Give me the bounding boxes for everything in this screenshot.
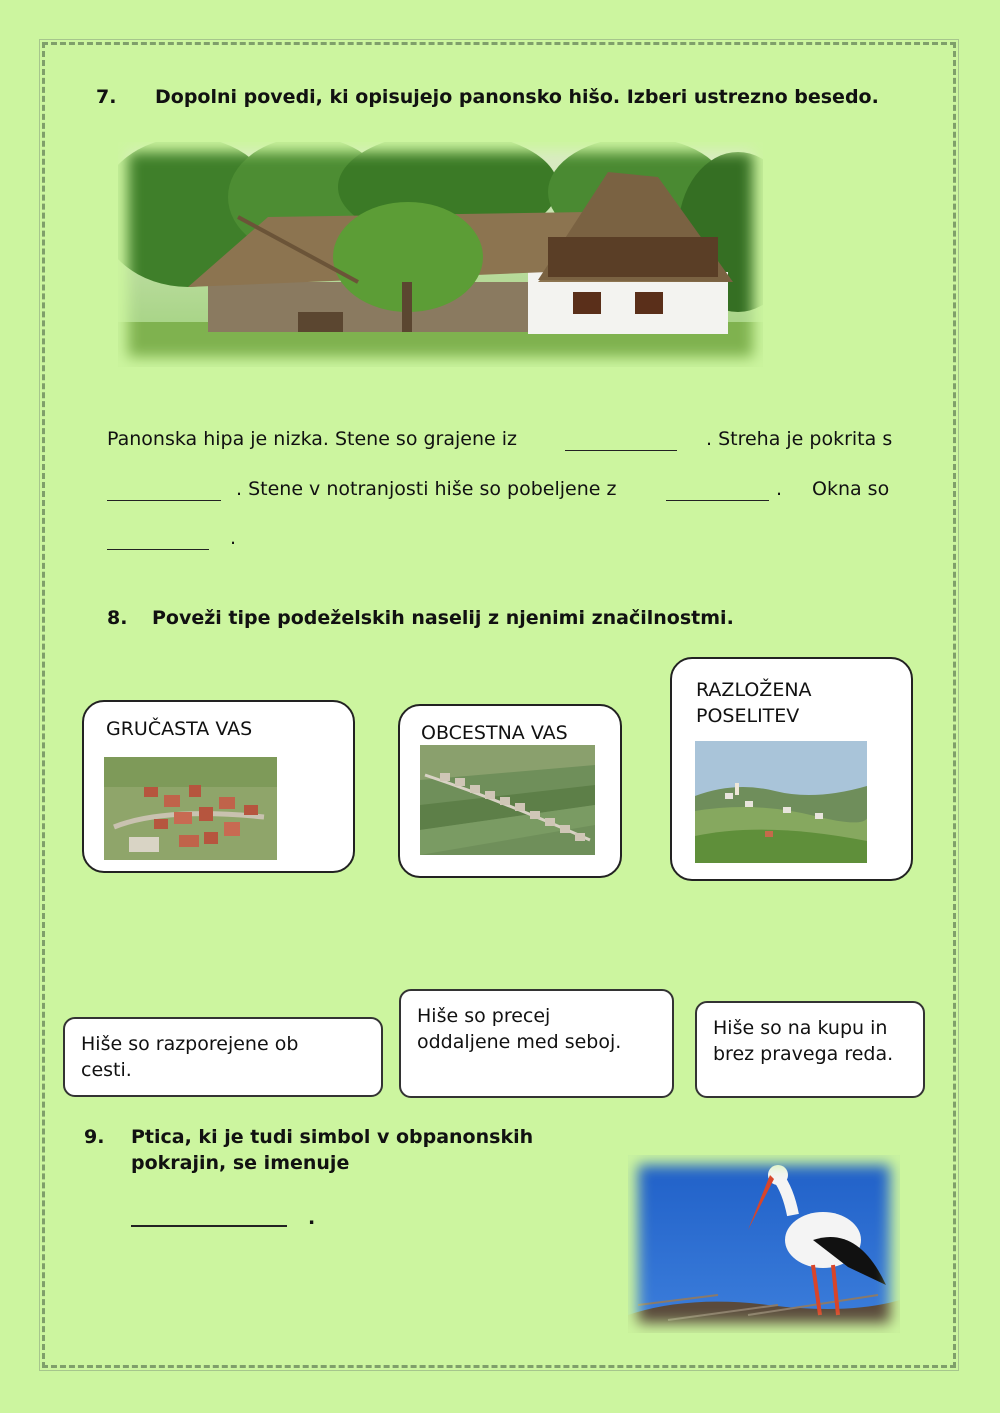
q7-text-2b: .: [776, 478, 783, 500]
settlement-label-line1: RAZLOŽENA: [696, 679, 812, 701]
grucasta-vas-photo: [104, 757, 277, 860]
blank-bird[interactable]: [131, 1207, 287, 1227]
settlement-label-line2: POSELITEV: [696, 705, 800, 727]
blank-windows[interactable]: [107, 531, 209, 550]
settlement-card-razlozena[interactable]: [670, 657, 913, 881]
q8-number: 8.: [107, 607, 128, 629]
blank-roof[interactable]: [107, 482, 221, 501]
settlement-card-obcestna[interactable]: [398, 704, 622, 878]
description-card-na-kupu[interactable]: [695, 1001, 925, 1098]
q7-text-1a: Panonska hipa je nizka. Stene so grajene iz: [107, 428, 518, 450]
q7-text-2c: Okna so: [812, 478, 890, 500]
q9-line2: pokrajin, se imenuje: [131, 1152, 350, 1174]
description-line1: Hiše so razporejene ob: [81, 1033, 299, 1055]
obcestna-vas-photo: [420, 745, 595, 855]
q8-title: Poveži tipe podeželskih naselij z njenimi značilnostmi.: [152, 607, 734, 629]
description-line2: oddaljene med seboj.: [417, 1031, 622, 1053]
q7-title: Dopolni povedi, ki opisujejo panonsko hišo. Izberi ustrezno besedo.: [155, 86, 879, 108]
q7-text-1b: . Streha je pokrita s: [706, 428, 893, 450]
panonska-hisa-photo: [118, 142, 763, 367]
description-card-oddaljene[interactable]: [399, 989, 674, 1098]
q7-sentence-line1: [107, 428, 517, 450]
q9-line1: Ptica, ki je tudi simbol v obpanonskih: [131, 1126, 534, 1148]
q7-text-2a: . Stene v notranjosti hiše so pobeljene z: [236, 478, 617, 500]
stork-photo: [628, 1155, 900, 1333]
blank-walls[interactable]: [565, 432, 677, 451]
description-card-ob-cesti[interactable]: [63, 1017, 383, 1097]
settlement-label: GRUČASTA VAS: [106, 718, 253, 740]
description-line1: Hiše so precej: [417, 1005, 551, 1027]
description-line1: Hiše so na kupu in: [713, 1017, 888, 1039]
razlozena-poselitev-photo: [695, 741, 867, 863]
description-line2: cesti.: [81, 1059, 132, 1081]
q9-end: .: [308, 1207, 316, 1229]
description-line2: brez pravega reda.: [713, 1043, 894, 1065]
q7-text-3: .: [230, 527, 237, 549]
q7-number: 7.: [96, 86, 117, 108]
settlement-card-grucasta[interactable]: [82, 700, 355, 873]
settlement-label: OBCESTNA VAS: [421, 722, 568, 744]
q9-number: 9.: [84, 1126, 105, 1148]
blank-interior[interactable]: [666, 482, 769, 501]
